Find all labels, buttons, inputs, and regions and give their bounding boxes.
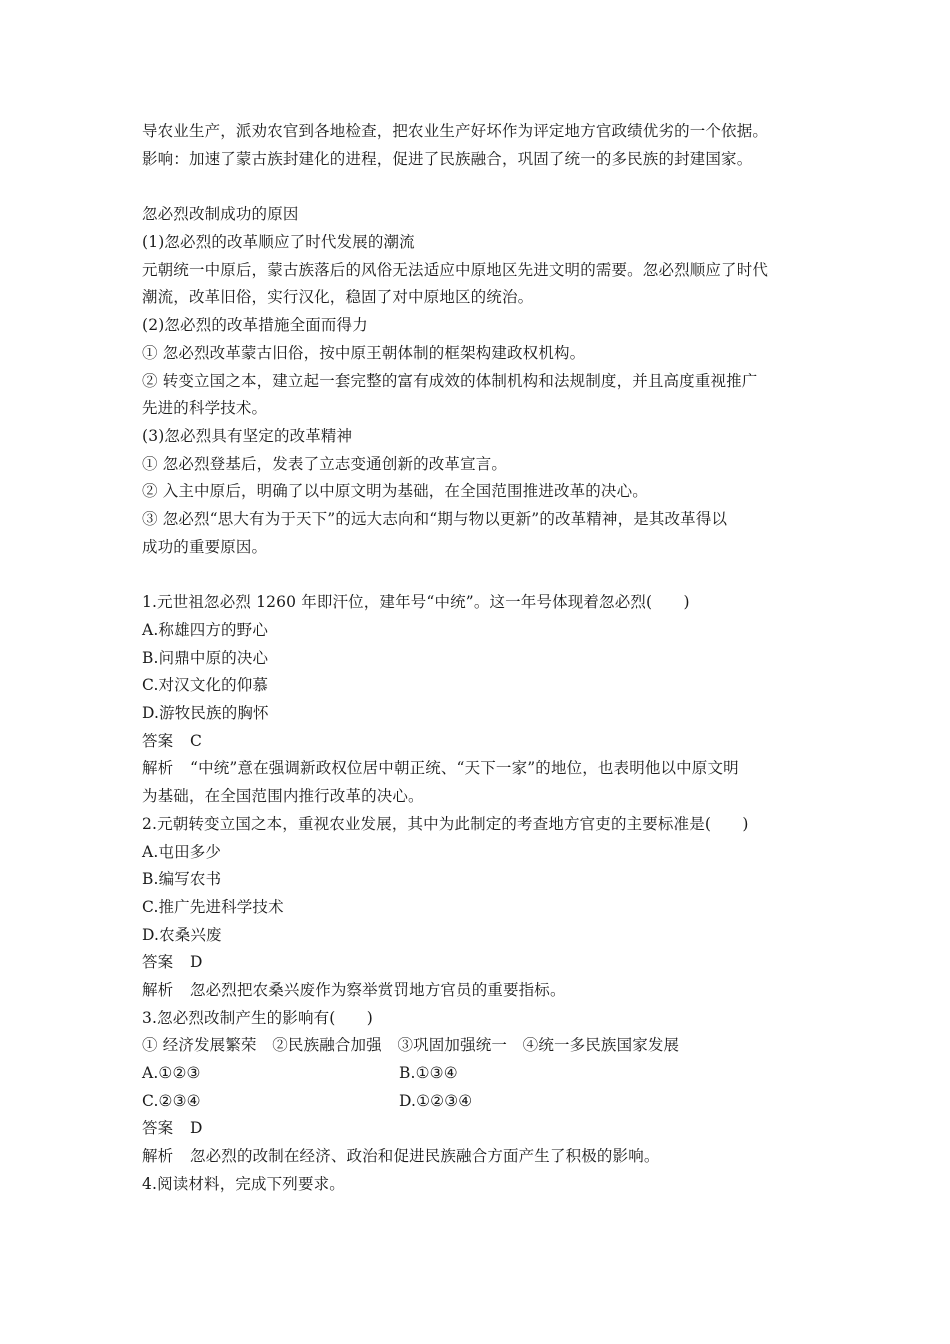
question-1-stem: 1.元世祖忽必烈 1260 年即汗位，建年号“中统”。这一年号体现着忽必烈( ) [142,593,690,612]
answer-value: C [190,731,203,750]
question-1-option-b: B.问鼎中原的决心 [142,648,269,667]
reason-1-heading: (1)忽必烈的改革顺应了时代发展的潮流 [142,233,415,252]
question-3-answer [142,1115,814,1143]
reason-1-text-line-1: 元朝统一中原后，蒙古族落后的风俗无法适应中原地区先进文明的需要。忽必烈顺应了时代 [142,260,769,279]
question-3-option-a: A.①②③ [142,1064,201,1082]
question-3-option-c: C.②③④ [142,1091,201,1110]
analysis-text: 忽必烈的改制在经济、政治和促进民族融合方面产生了积极的影响。 [190,1147,660,1166]
question-4-stem: 4.阅读材料，完成下列要求。 [142,1174,345,1193]
answer-label: 答案 [142,953,174,972]
question-2-analysis [142,977,814,1005]
reason-2-item-2-line-2: 先进的科学技术。 [142,399,268,418]
reason-2-item-2-line-1: ② 转变立国之本，建立起一套完整的富有成效的体制机构和法规制度，并且高度重视推广 [142,371,758,390]
analysis-text: 忽必烈把农桑兴废作为察举赏罚地方官员的重要指标。 [190,980,566,999]
analysis-label: 解析 [142,1147,174,1166]
reason-2-heading: (2)忽必烈的改革措施全面而得力 [142,316,368,335]
question-1-answer [142,728,814,756]
document-page [142,118,814,1198]
question-3-items: ① 经济发展繁荣 ②民族融合加强 ③巩固加强统一 ④统一多民族国家发展 [142,1036,680,1055]
reason-3-item-3-line-1: ③ 忽必烈“思大有为于天下”的远大志向和“期与物以更新”的改革精神，是其改革得以 [142,509,728,528]
question-2-option-a: A.屯田多少 [142,842,222,861]
question-1-option-d: D.游牧民族的胸怀 [142,704,269,723]
analysis-label: 解析 [142,980,174,999]
reason-3-item-3-line-2: 成功的重要原因。 [142,537,268,556]
reason-2-item-1: ① 忽必烈改革蒙古旧俗，按中原王朝体制的框架构建政权机构。 [142,343,586,362]
question-1-option-c: C.对汉文化的仰慕 [142,676,269,695]
reason-3-item-2: ② 入主中原后，明确了以中原文明为基础，在全国范围推进改革的决心。 [142,482,648,501]
reason-3-item-1: ① 忽必烈登基后，发表了立志变通创新的改革宣言。 [142,454,508,473]
reason-1-text-line-2: 潮流，改革旧俗，实行汉化，稳固了对中原地区的统治。 [142,288,534,307]
reason-3-heading: (3)忽必烈具有坚定的改革精神 [142,426,353,445]
question-3-option-d: D.①②③④ [399,1091,473,1110]
question-3-options-row-2 [142,1088,814,1116]
section-title: 忽必烈改制成功的原因 [142,205,299,224]
analysis-text: “中统”意在强调新政权位居中朝正统、“天下一家”的地位，也表明他以中原文明 [190,759,739,778]
question-1-analysis-line-1 [142,755,814,783]
answer-value: D [190,1119,203,1138]
question-2-answer [142,949,814,977]
question-3-analysis [142,1143,814,1171]
question-2-option-d: D.农桑兴废 [142,925,222,944]
question-2-stem: 2.元朝转变立国之本，重视农业发展，其中为此制定的考查地方官吏的主要标准是( ) [142,814,749,833]
question-1-analysis-line-2: 为基础，在全国范围内推行改革的决心。 [142,787,424,806]
question-1-option-a: A.称雄四方的野心 [142,621,268,639]
answer-label: 答案 [142,731,174,750]
answer-label: 答案 [142,1119,174,1138]
analysis-label: 解析 [142,759,174,778]
answer-value: D [190,953,203,972]
paragraph-gap [142,173,814,201]
question-3-stem: 3.忽必烈改制产生的影响有( ) [142,1008,373,1027]
paragraph-gap [142,561,814,589]
question-3-option-b: B.①③④ [399,1064,458,1082]
question-3-options-row-1 [142,1060,814,1088]
intro-impact-line: 影响：加速了蒙古族封建化的进程，促进了民族融合，巩固了统一的多民族的封建国家。 [142,149,753,168]
question-2-option-c: C.推广先进科学技术 [142,897,284,916]
intro-line-1: 导农业生产，派劝农官到各地检查，把农业生产好坏作为评定地方官政绩优劣的一个依据。 [142,122,769,140]
question-2-option-b: B.编写农书 [142,870,222,889]
